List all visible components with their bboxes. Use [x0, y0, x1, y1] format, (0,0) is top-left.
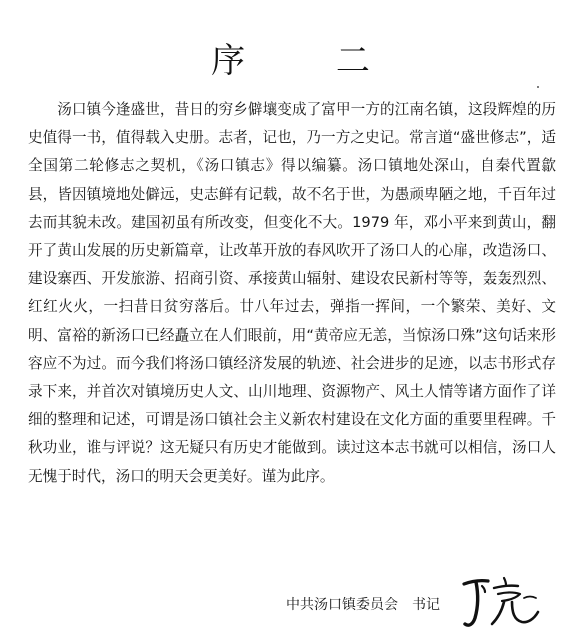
- scan-speck: [537, 86, 539, 88]
- handwritten-signature: [458, 572, 544, 632]
- signature-organization: 中共汤口镇委员会: [286, 597, 398, 613]
- document-title: 序 二: [211, 40, 410, 81]
- preface-body: 汤口镇今逢盛世，昔日的穷乡僻壤变成了富甲一方的江南名镇，这段辉煌的历史值得一书，值得载入史册。志者，记也，乃一方之史记。常言道“盛世修志”，适全国第二轮修志之契机，《汤口镇志》得以编纂。汤口镇地处深山，自秦代置歙县，皆因镇境地处僻远，史志鲜有记载，故不名于世，为愚顽卑陋之地，千百年过去而其貌未改。建国初虽有所改变，但变化不大。1979 年，邓小平来到黄山，翻开了黄山发展的历史新篇章，让改革开放的春风吹开了汤口人的心扉，改造汤口、建设寨西、开发旅游、招商引资、承接黄山辐射、建设农民新村等等，轰轰烈烈、红红火火，一扫昔日贫穷落后。廿八年过去，弹指一挥间，一个繁荣、美好、文明、富裕的新汤口已经矗立在人们眼前，用“黄帝应无恙，当惊汤口殊”这句话来形容应不为过。而今我们将汤口镇经济发展的轨迹、社会进步的足迹，以志书形式存录下来，并首次对镇境历史人文、山川地理、资源物产、风土人情等诸方面作了详细的整理和记述，可谓是汤口镇社会主义新农村建设在文化方面的重要里程碑。千秋功业，谁与评说？这无疑只有历史才能做到。读过这本志书就可以相信，汤口人无愧于时代，汤口的明天会更美好。谨为此序。: [28, 101, 556, 485]
- signature-role: 书记: [412, 597, 440, 613]
- signature-line: [286, 594, 440, 614]
